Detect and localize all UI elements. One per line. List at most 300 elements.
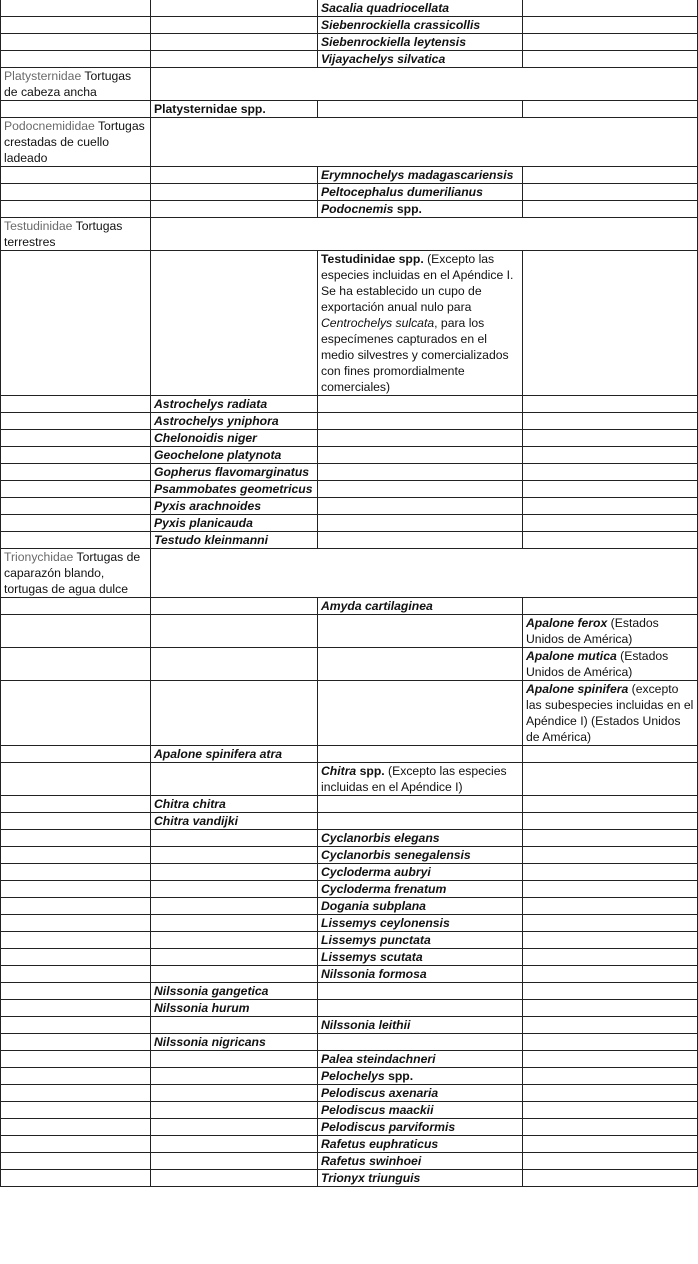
appendix-ii-cell — [151, 498, 318, 515]
appendix-ii-cell — [151, 481, 318, 498]
appendix-i-cell — [1, 598, 151, 615]
appendix-iii-cell — [318, 532, 523, 549]
appendix-iii-cell — [318, 1102, 523, 1119]
appendix-iii-cell — [318, 932, 523, 949]
table-row — [1, 1119, 698, 1136]
table-row — [1, 101, 698, 118]
species-text: spp. — [356, 764, 385, 778]
appendix-iv-cell — [523, 184, 698, 201]
appendix-iii-cell — [318, 498, 523, 515]
table-row — [1, 447, 698, 464]
appendix-iii-cell — [318, 34, 523, 51]
appendix-i-cell — [1, 464, 151, 481]
appendix-ii-cell — [151, 0, 318, 17]
table-row — [1, 0, 698, 17]
appendix-i-cell — [1, 1119, 151, 1136]
species-text: Pelodiscus maackii — [321, 1103, 434, 1117]
appendix-iii-cell — [318, 481, 523, 498]
appendix-ii-cell — [151, 881, 318, 898]
table-row — [1, 881, 698, 898]
appendix-ii-cell — [151, 966, 318, 983]
appendix-i-cell — [1, 915, 151, 932]
species-text: Chitra vandijki — [154, 814, 238, 828]
appendix-iv-cell — [523, 813, 698, 830]
appendix-iii-cell — [318, 413, 523, 430]
species-text: Testudinidae spp. — [321, 252, 424, 266]
appendix-ii-cell — [151, 915, 318, 932]
appendix-iii-cell — [318, 1085, 523, 1102]
appendix-iii-cell — [318, 796, 523, 813]
appendix-ii-cell — [151, 430, 318, 447]
appendix-iii-cell — [318, 447, 523, 464]
appendix-iv-cell — [523, 1102, 698, 1119]
table-row — [1, 167, 698, 184]
table-row — [1, 1136, 698, 1153]
appendix-i-cell — [1, 101, 151, 118]
species-text: Centrochelys sulcata — [321, 316, 435, 330]
appendix-iii-cell — [318, 1136, 523, 1153]
table-body — [1, 0, 698, 1187]
appendix-i-cell — [1, 1051, 151, 1068]
species-text: Rafetus swinhoei — [321, 1154, 422, 1168]
table-row — [1, 17, 698, 34]
appendix-ii-cell — [151, 464, 318, 481]
appendix-ii-cell — [151, 447, 318, 464]
species-text: (excepto las subespecies incluidas en el Apéndice I) (Estados Unidos de América) — [526, 682, 694, 744]
appendix-iii-cell — [318, 396, 523, 413]
appendix-iv-cell — [523, 515, 698, 532]
appendix-i-cell — [1, 1000, 151, 1017]
appendix-i-cell — [1, 201, 151, 218]
appendix-ii-cell — [151, 1051, 318, 1068]
appendix-iii-cell — [318, 251, 523, 396]
appendix-ii-cell — [151, 864, 318, 881]
species-text: Sacalia quadriocellata — [321, 1, 450, 15]
appendix-i-cell — [1, 184, 151, 201]
table-row — [1, 763, 698, 796]
appendix-ii-cell — [151, 17, 318, 34]
appendix-iv-cell — [523, 1000, 698, 1017]
species-text: Cyclanorbis senegalensis — [321, 848, 471, 862]
species-text: Palea steindachneri — [321, 1052, 436, 1066]
appendix-i-cell — [1, 746, 151, 763]
table-row — [1, 1085, 698, 1102]
species-text: Lissemys scutata — [321, 950, 423, 964]
appendix-iii-cell — [318, 101, 523, 118]
appendix-iv-cell — [523, 481, 698, 498]
table-row — [1, 615, 698, 648]
species-text: Nilssonia nigricans — [154, 1035, 266, 1049]
family-name: Podocnemididae — [4, 119, 95, 133]
species-text: Chitra — [321, 764, 357, 778]
appendix-iv-cell — [523, 949, 698, 966]
appendix-iv-cell — [523, 746, 698, 763]
table-row — [1, 915, 698, 932]
appendix-ii-cell — [151, 34, 318, 51]
appendix-iv-cell — [523, 251, 698, 396]
species-text: spp. — [393, 202, 422, 216]
species-text: Chelonoidis niger — [154, 431, 257, 445]
appendix-iv-cell — [523, 796, 698, 813]
appendix-iv-cell — [523, 51, 698, 68]
empty-cell — [151, 218, 698, 251]
appendix-i-cell — [1, 966, 151, 983]
appendix-iv-cell — [523, 34, 698, 51]
appendix-i-cell — [1, 648, 151, 681]
table-row — [1, 932, 698, 949]
appendix-i-cell — [1, 1170, 151, 1187]
empty-cell — [151, 549, 698, 598]
family-name: Platysternidae — [4, 69, 82, 83]
appendix-i-cell — [1, 898, 151, 915]
appendix-ii-cell — [151, 598, 318, 615]
family-row — [1, 118, 698, 167]
appendix-iii-cell — [318, 681, 523, 746]
appendix-i-cell — [1, 847, 151, 864]
species-text: Cyclanorbis elegans — [321, 831, 440, 845]
family-row — [1, 549, 698, 598]
appendix-iii-cell — [318, 983, 523, 1000]
appendix-iv-cell — [523, 847, 698, 864]
appendix-ii-cell — [151, 763, 318, 796]
appendix-i-cell — [1, 447, 151, 464]
appendix-iv-cell — [523, 864, 698, 881]
species-text: Trionyx triunguis — [321, 1171, 421, 1185]
appendix-i-cell — [1, 1102, 151, 1119]
table-row — [1, 34, 698, 51]
species-text: Amyda cartilaginea — [321, 599, 433, 613]
species-text: Chitra chitra — [154, 797, 226, 811]
appendix-iii-cell — [318, 17, 523, 34]
family-row — [1, 68, 698, 101]
family-name: Testudinidae — [4, 219, 73, 233]
appendix-iv-cell — [523, 1034, 698, 1051]
appendix-iv-cell — [523, 983, 698, 1000]
species-text: Nilssonia gangetica — [154, 984, 269, 998]
appendix-iii-cell — [318, 1051, 523, 1068]
appendix-iii-cell — [318, 167, 523, 184]
table-row — [1, 1017, 698, 1034]
species-text: Nilssonia leithii — [321, 1018, 411, 1032]
species-text: Vijayachelys silvatica — [321, 52, 446, 66]
appendix-iii-cell — [318, 464, 523, 481]
appendix-iv-cell — [523, 396, 698, 413]
table-row — [1, 949, 698, 966]
appendix-iii-cell — [318, 1068, 523, 1085]
appendix-i-cell — [1, 251, 151, 396]
species-text: Gopherus flavomarginatus — [154, 465, 310, 479]
appendix-i-cell — [1, 481, 151, 498]
species-text: (Excepto las especies incluidas en el Apéndice I) — [321, 764, 507, 794]
appendix-i-cell — [1, 796, 151, 813]
appendix-iii-cell — [318, 1034, 523, 1051]
appendix-i-cell — [1, 0, 151, 17]
appendix-iii-cell — [318, 966, 523, 983]
species-text: Lissemys punctata — [321, 933, 431, 947]
table-row — [1, 51, 698, 68]
appendix-iii-cell — [318, 1000, 523, 1017]
appendix-iii-cell — [318, 184, 523, 201]
appendix-iv-cell — [523, 1051, 698, 1068]
species-text: Apalone spinifera — [526, 682, 629, 696]
appendix-ii-cell — [151, 532, 318, 549]
table-row — [1, 464, 698, 481]
appendix-iii-cell — [318, 915, 523, 932]
family-common-name: Tortugas crestadas de cuello ladeado — [4, 119, 145, 165]
appendix-iii-cell — [318, 598, 523, 615]
appendix-i-cell — [1, 1034, 151, 1051]
appendix-ii-cell — [151, 413, 318, 430]
appendix-iii-cell — [318, 898, 523, 915]
appendix-i-cell — [1, 813, 151, 830]
species-text: (Estados Unidos de América) — [526, 649, 669, 679]
family-name: Trionychidae — [4, 550, 74, 564]
appendix-ii-cell — [151, 1102, 318, 1119]
species-text: Erymnochelys madagascariensis — [321, 168, 514, 182]
appendix-i-cell — [1, 430, 151, 447]
appendix-ii-cell — [151, 396, 318, 413]
family-common-name: Tortugas terrestres — [4, 219, 123, 249]
appendix-i-cell — [1, 17, 151, 34]
appendix-ii-cell — [151, 932, 318, 949]
table-row — [1, 396, 698, 413]
appendix-iii-cell — [318, 201, 523, 218]
species-text: Psammobates geometricus — [154, 482, 313, 496]
appendix-ii-cell — [151, 1068, 318, 1085]
species-text: Nilssonia formosa — [321, 967, 427, 981]
appendix-iii-cell — [318, 51, 523, 68]
appendix-i-cell — [1, 932, 151, 949]
species-text: spp. — [384, 1069, 414, 1083]
appendix-i-cell — [1, 949, 151, 966]
appendix-iv-cell — [523, 1170, 698, 1187]
appendix-ii-cell — [151, 1017, 318, 1034]
appendix-ii-cell — [151, 615, 318, 648]
family-cell — [1, 218, 151, 251]
species-text: Pelodiscus parviformis — [321, 1120, 456, 1134]
species-text: Testudo kleinmanni — [154, 533, 268, 547]
table-row — [1, 251, 698, 396]
appendix-ii-cell — [151, 515, 318, 532]
family-cell — [1, 118, 151, 167]
appendix-iv-cell — [523, 1017, 698, 1034]
table-row — [1, 648, 698, 681]
appendix-ii-cell — [151, 201, 318, 218]
appendix-iv-cell — [523, 915, 698, 932]
species-text: , para los especímenes capturados en el medio silvestres y comercializados con fines promordialmente comerciales) — [321, 316, 509, 394]
table-row — [1, 966, 698, 983]
appendix-iv-cell — [523, 532, 698, 549]
appendix-ii-cell — [151, 898, 318, 915]
appendix-iv-cell — [523, 1153, 698, 1170]
appendix-iv-cell — [523, 167, 698, 184]
table-row — [1, 1170, 698, 1187]
species-text: Platysternidae spp. — [154, 102, 266, 116]
table-row — [1, 498, 698, 515]
table-row — [1, 1000, 698, 1017]
appendix-iv-cell — [523, 0, 698, 17]
species-text: (Excepto las especies incluidas en el Apéndice I. Se ha establecido un cupo de exportación anual nulo para — [321, 252, 514, 314]
appendix-iii-cell — [318, 746, 523, 763]
appendix-iv-cell — [523, 1119, 698, 1136]
appendix-iv-cell — [523, 464, 698, 481]
appendix-iv-cell — [523, 648, 698, 681]
appendix-i-cell — [1, 763, 151, 796]
appendix-iv-cell — [523, 1068, 698, 1085]
appendix-iii-cell — [318, 847, 523, 864]
table-row — [1, 898, 698, 915]
table-row — [1, 430, 698, 447]
table-row — [1, 515, 698, 532]
appendix-i-cell — [1, 681, 151, 746]
appendix-i-cell — [1, 34, 151, 51]
appendix-i-cell — [1, 1068, 151, 1085]
appendix-ii-cell — [151, 648, 318, 681]
species-text: Apalone ferox — [526, 616, 608, 630]
appendix-iii-cell — [318, 615, 523, 648]
appendix-ii-cell — [151, 796, 318, 813]
species-text: Rafetus euphraticus — [321, 1137, 439, 1151]
species-text: Geochelone platynota — [154, 448, 282, 462]
appendix-i-cell — [1, 51, 151, 68]
appendix-ii-cell — [151, 51, 318, 68]
appendix-iii-cell — [318, 949, 523, 966]
appendix-iv-cell — [523, 1085, 698, 1102]
table-row — [1, 746, 698, 763]
table-row — [1, 481, 698, 498]
appendix-iv-cell — [523, 430, 698, 447]
appendix-iv-cell — [523, 101, 698, 118]
appendix-i-cell — [1, 1153, 151, 1170]
appendix-iii-cell — [318, 515, 523, 532]
family-common-name: Tortugas de caparazón blando, tortugas de agua dulce — [4, 550, 141, 596]
appendix-i-cell — [1, 515, 151, 532]
appendix-i-cell — [1, 881, 151, 898]
appendix-iii-cell — [318, 648, 523, 681]
appendix-ii-cell — [151, 746, 318, 763]
table-row — [1, 413, 698, 430]
species-text: Astrochelys yniphora — [154, 414, 279, 428]
appendix-iii-cell — [318, 1153, 523, 1170]
table-row — [1, 1102, 698, 1119]
appendix-iii-cell — [318, 1017, 523, 1034]
species-text: Siebenrockiella crassicollis — [321, 18, 481, 32]
appendix-iv-cell — [523, 898, 698, 915]
appendix-ii-cell — [151, 167, 318, 184]
table-row — [1, 681, 698, 746]
appendix-i-cell — [1, 396, 151, 413]
species-text: Dogania subplana — [321, 899, 426, 913]
table-row — [1, 983, 698, 1000]
appendix-ii-cell — [151, 184, 318, 201]
appendix-iii-cell — [318, 763, 523, 796]
appendix-iii-cell — [318, 830, 523, 847]
species-text: Peltocephalus dumerilianus — [321, 185, 483, 199]
appendix-iv-cell — [523, 830, 698, 847]
appendix-iv-cell — [523, 763, 698, 796]
appendix-i-cell — [1, 864, 151, 881]
appendix-iv-cell — [523, 17, 698, 34]
species-text: Cycloderma frenatum — [321, 882, 447, 896]
appendix-iv-cell — [523, 615, 698, 648]
appendix-i-cell — [1, 1085, 151, 1102]
appendix-i-cell — [1, 167, 151, 184]
family-common-name: Tortugas de cabeza ancha — [4, 69, 132, 99]
table-row — [1, 1034, 698, 1051]
appendix-i-cell — [1, 830, 151, 847]
appendix-iv-cell — [523, 1136, 698, 1153]
appendix-iv-cell — [523, 932, 698, 949]
table-row — [1, 864, 698, 881]
table-row — [1, 847, 698, 864]
species-text: Astrochelys radiata — [154, 397, 268, 411]
appendix-iv-cell — [523, 413, 698, 430]
appendix-ii-cell — [151, 830, 318, 847]
appendix-iii-cell — [318, 813, 523, 830]
appendix-iv-cell — [523, 881, 698, 898]
species-text: Pyxis planicauda — [154, 516, 253, 530]
appendix-iv-cell — [523, 447, 698, 464]
appendix-iv-cell — [523, 966, 698, 983]
family-cell — [1, 68, 151, 101]
table-row — [1, 1051, 698, 1068]
appendix-iv-cell — [523, 498, 698, 515]
appendix-iii-cell — [318, 881, 523, 898]
family-row — [1, 218, 698, 251]
species-text: Podocnemis — [321, 202, 394, 216]
species-text: Nilssonia hurum — [154, 1001, 250, 1015]
species-text: Apalone spinifera atra — [154, 747, 283, 761]
appendix-iii-cell — [318, 1119, 523, 1136]
table-row — [1, 598, 698, 615]
appendix-ii-cell — [151, 681, 318, 746]
appendix-iii-cell — [318, 0, 523, 17]
appendix-iii-cell — [318, 430, 523, 447]
family-cell — [1, 549, 151, 598]
appendix-ii-cell — [151, 1153, 318, 1170]
appendix-iv-cell — [523, 681, 698, 746]
species-text: Siebenrockiella leytensis — [321, 35, 466, 49]
table-row — [1, 1068, 698, 1085]
appendix-i-cell — [1, 1017, 151, 1034]
appendix-i-cell — [1, 983, 151, 1000]
appendix-ii-cell — [151, 949, 318, 966]
appendix-ii-cell — [151, 1170, 318, 1187]
appendix-i-cell — [1, 532, 151, 549]
species-text: (Estados Unidos de América) — [526, 616, 659, 646]
table-row — [1, 532, 698, 549]
appendix-ii-cell — [151, 813, 318, 830]
appendix-iv-cell — [523, 201, 698, 218]
appendix-i-cell — [1, 1136, 151, 1153]
appendix-ii-cell — [151, 101, 318, 118]
appendix-iii-cell — [318, 864, 523, 881]
species-text: Pelochelys — [321, 1069, 385, 1083]
appendix-ii-cell — [151, 1136, 318, 1153]
species-text: Apalone mutica — [526, 649, 617, 663]
table-row — [1, 1153, 698, 1170]
appendix-ii-cell — [151, 1034, 318, 1051]
appendix-i-cell — [1, 413, 151, 430]
species-text: Pelodiscus axenaria — [321, 1086, 439, 1100]
appendix-ii-cell — [151, 983, 318, 1000]
appendix-i-cell — [1, 498, 151, 515]
empty-cell — [151, 68, 698, 101]
table-row — [1, 830, 698, 847]
species-text: Lissemys ceylonensis — [321, 916, 450, 930]
appendix-iii-cell — [318, 1170, 523, 1187]
empty-cell — [151, 118, 698, 167]
